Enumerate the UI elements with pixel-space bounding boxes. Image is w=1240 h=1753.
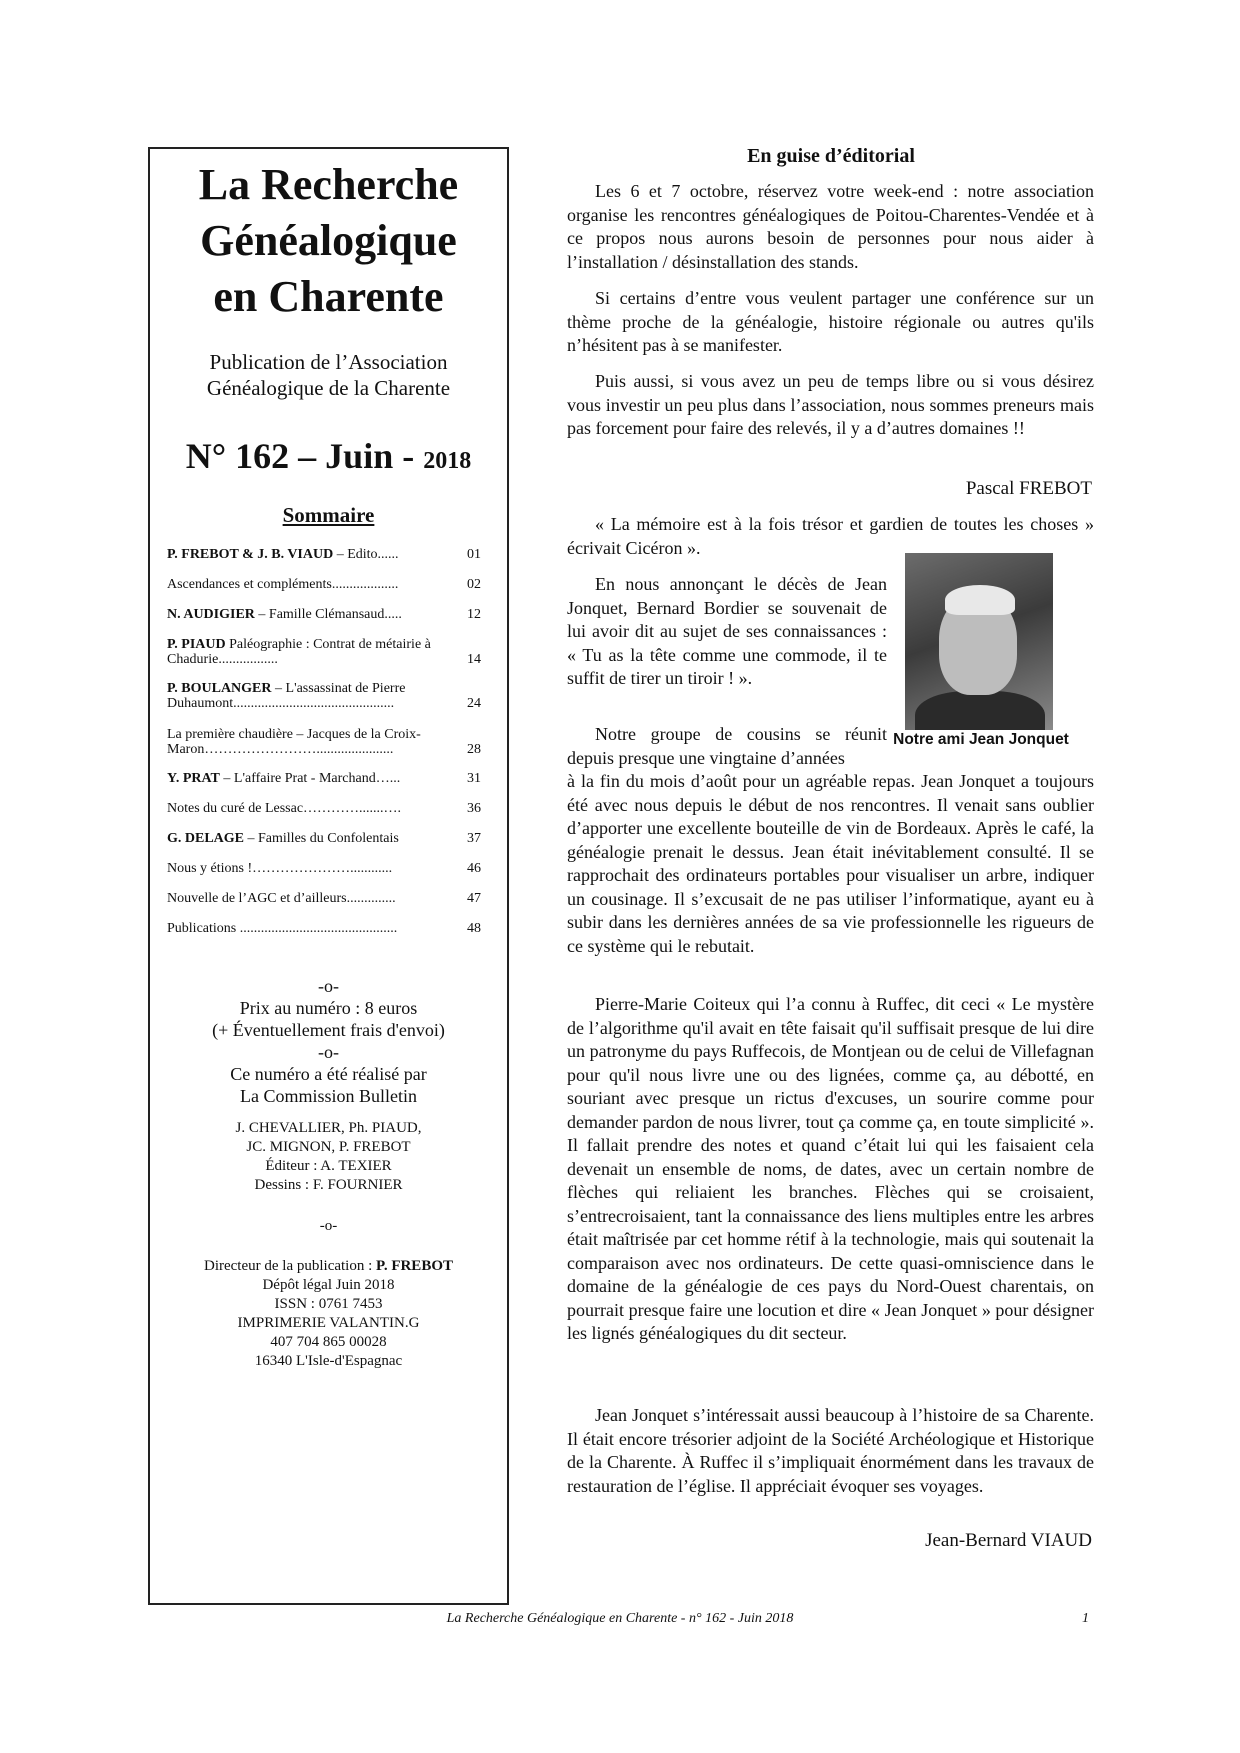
masthead-line: La Recherche bbox=[198, 160, 459, 209]
separator: -o- bbox=[318, 1042, 339, 1062]
member-line: Éditeur : A. TEXIER bbox=[265, 1158, 392, 1174]
issue-year: 2018 bbox=[423, 448, 472, 474]
toc-page: 47 bbox=[467, 891, 481, 906]
toc-entry[interactable] bbox=[167, 831, 481, 846]
article-paragraph: « La mémoire est à la fois trésor et gardien de toutes les choses » écrivait Cicéron ». bbox=[567, 514, 1094, 558]
masthead-title bbox=[150, 157, 507, 325]
toc-page: 01 bbox=[467, 547, 481, 562]
toc-page: 24 bbox=[467, 696, 481, 711]
commission-name: La Commission Bulletin bbox=[239, 1086, 417, 1106]
article-paragraph: Si certains d’entre vous veulent partager une conférence sur un thème proche de la généalogie, histoire régionale ou autres qu'ils n’hésitent pas à se manifester. bbox=[567, 288, 1094, 355]
publication-line: Généalogique de la Charente bbox=[206, 376, 451, 400]
toc-author: P. PIAUD bbox=[167, 637, 226, 652]
toc-entry[interactable] bbox=[167, 681, 481, 711]
signature: Pascal FREBOT bbox=[965, 478, 1092, 499]
toc-page: 37 bbox=[467, 831, 481, 846]
legal-line: 407 704 865 00028 bbox=[270, 1334, 387, 1350]
member-line: JC. MIGNON, P. FREBOT bbox=[246, 1139, 411, 1155]
toc-page: 02 bbox=[467, 577, 481, 592]
sidebar-box bbox=[148, 147, 509, 1605]
toc-entry[interactable] bbox=[167, 727, 481, 757]
member-line: J. CHEVALLIER, Ph. PIAUD, bbox=[235, 1120, 422, 1136]
photo-caption: Notre ami Jean Jonquet bbox=[893, 731, 1069, 748]
masthead-line: en Charente bbox=[213, 272, 444, 321]
toc-entry[interactable] bbox=[167, 547, 481, 562]
toc-entry[interactable] bbox=[167, 607, 481, 622]
toc-page: 12 bbox=[467, 607, 481, 622]
toc-page: 14 bbox=[467, 652, 481, 667]
publication-of bbox=[150, 349, 507, 401]
legal-line: IMPRIMERIE VALANTIN.G bbox=[237, 1315, 420, 1331]
toc-author: G. DELAGE bbox=[167, 831, 245, 846]
toc-entry[interactable] bbox=[167, 577, 481, 592]
article-paragraph: Jean Jonquet s’intéressait aussi beaucoup à l’histoire de sa Charente. Il était encore trésorier adjoint de la Société Archéologique et Historique de la Charente. À Ruffec il s’impliquait énormément dans les travaux de restauration de l’église. Il appréciait évoquer ses voyages. bbox=[567, 1405, 1094, 1496]
toc-entry[interactable] bbox=[167, 921, 481, 936]
shipping-note: (+ Éventuellement frais d'envoi) bbox=[212, 1020, 445, 1040]
sommaire-title: Sommaire bbox=[282, 503, 375, 527]
legal-line: 16340 L'Isle-d'Espagnac bbox=[254, 1353, 403, 1369]
toc-page: 36 bbox=[467, 801, 481, 816]
publication-line: Publication de l’Association bbox=[209, 350, 448, 374]
toc-entry[interactable] bbox=[167, 891, 481, 906]
portrait-photo bbox=[905, 553, 1053, 730]
separator: -o- bbox=[318, 976, 339, 996]
director-name: P. FREBOT bbox=[376, 1258, 453, 1274]
toc-entry[interactable] bbox=[167, 637, 481, 667]
toc-title: – Edito...... bbox=[333, 547, 399, 562]
toc-title: La première chaudière – Jacques de la Croix-Maron……………………...................... bbox=[167, 727, 421, 757]
toc-title: Notes du curé de Lessac………….......…. bbox=[167, 801, 402, 816]
legal-line: ISSN : 0761 7453 bbox=[274, 1296, 383, 1312]
article-paragraph: Puis aussi, si vous avez un peu de temps libre ou si vous désirez vous investir un peu plus dans l’association, nous sommes preneurs mais pas forcement pour faire des relevés, il y a d’autres domaines !! bbox=[567, 371, 1094, 438]
legal-line: Dépôt légal Juin 2018 bbox=[262, 1277, 395, 1293]
issue-label: N° 162 – Juin - bbox=[185, 436, 424, 476]
toc-author: N. AUDIGIER bbox=[167, 607, 255, 622]
issue-number bbox=[150, 434, 507, 483]
toc-title: – L'assassinat de Pierre Duhaumont.............................................. bbox=[167, 681, 406, 711]
member-line: Dessins : F. FOURNIER bbox=[254, 1177, 403, 1193]
toc-entry[interactable] bbox=[167, 771, 481, 786]
realised-by: Ce numéro a été réalisé par bbox=[230, 1064, 427, 1084]
masthead-line: Généalogique bbox=[200, 216, 457, 265]
toc-page: 31 bbox=[467, 771, 481, 786]
article-paragraph: En nous annonçant le décès de Jean Jonquet, Bernard Bordier se souvenait de lui avoir dit au sujet de ses connaissances : « Tu as la tête comme une commode, il te suffit de tirer un tiroir ! ». bbox=[567, 574, 887, 688]
article-paragraph: Les 6 et 7 octobre, réservez votre week-end : notre association organise les rencontres généalogiques de Poitou-Charentes-Vendée et à ce propos nous aurons besoin de personnes pour nous aider à l’installation / désinstallation des stands. bbox=[567, 181, 1094, 272]
separator: -o- bbox=[319, 1218, 338, 1234]
toc-title: – L'affaire Prat - Marchand…... bbox=[219, 771, 401, 786]
toc-title: – Famille Clémansaud..... bbox=[254, 607, 402, 622]
article-paragraph-continued: à la fin du mois d’août pour un agréable repas. Jean Jonquet a toujours été avec nous depuis le début de nos rencontres. Il venait sans oublier d’apporter une excellente bouteille de vin de Bordeaux. Après le café, la généalogie prenait le dessus. Jean était inévitablement consulté. Il se rapprochait des ordinateurs portables pour visualiser un arbre, indiquer un cousinage. Il s’excusait de ne pas utiliser l’informatique, ayant eu à subir dans les dernières années de sa vie professionnelle les rigueurs de ce système qui le rebutait. bbox=[567, 771, 1094, 956]
toc-author: P. FREBOT & J. B. VIAUD bbox=[167, 547, 334, 562]
page-footer: La Recherche Généalogique en Charente - n° 162 - Juin 2018 bbox=[446, 1611, 794, 1626]
price: Prix au numéro : 8 euros bbox=[239, 998, 418, 1018]
article-paragraph: Notre groupe de cousins se réunit depuis presque une vingtaine d’années bbox=[567, 724, 887, 768]
toc-title: Paléographie : Contrat de métairie à Chadurie................. bbox=[167, 637, 431, 667]
toc-page: 28 bbox=[467, 742, 481, 757]
toc-title: – Familles du Confolentais bbox=[244, 831, 399, 846]
toc-page: 48 bbox=[467, 921, 481, 936]
toc-author: P. BOULANGER bbox=[167, 681, 272, 696]
director-label: Directeur de la publication : bbox=[204, 1258, 377, 1274]
toc-page: 46 bbox=[467, 861, 481, 876]
toc-title: Ascendances et compléments................... bbox=[167, 577, 399, 592]
signature: Jean-Bernard VIAUD bbox=[925, 1530, 1092, 1551]
toc-title: Nous y étions !…………………............ bbox=[167, 861, 393, 876]
photo-hair bbox=[945, 585, 1015, 615]
page-number: 1 bbox=[1082, 1611, 1089, 1626]
toc-author: Y. PRAT bbox=[167, 771, 220, 786]
editorial-title: En guise d’éditorial bbox=[747, 145, 915, 167]
toc-title: Publications ............................................. bbox=[167, 921, 398, 936]
photo-shoulders bbox=[915, 691, 1045, 730]
director-line bbox=[150, 1257, 507, 1276]
toc-entry[interactable] bbox=[167, 801, 481, 816]
article-paragraph: Pierre-Marie Coiteux qui l’a connu à Ruffec, dit ceci « Le mystère de l’algorithme qu'il avait en tête faisait qu'il suffisait presque de lui dire un patronyme du pays Ruffecois, de Montjean ou de celui de Villefagnan pour qu'il nous livre une ou des lignées, comme ça, au débotté, en souriant avec presque un rictus d'excuses, un sourire comme pour demander pardon de nous livrer, tout ça comme ça, en toute simplicité ». Il fallait prendre des notes et quand c’était lui qui les faisaient cela devenait un ensemble de noms, de dates, avec un certain nombre de flèches qui reliaient les branches. Flèches qui se croisaient, s’entrecroisaient, tant la connaissance des liens multiples entre les arbres était maîtrisée par cet homme rétif à la technologie, mais qui soutenait la comparaison avec nos ordinateurs. De cette quasi-omniscience dans le domaine de la généalogie de ces pays du Nord-Ouest charentais, on pourrait presque faire une locution et dire « Jean Jonquet » pour désigner les lignés généalogiques du dit secteur. bbox=[567, 994, 1094, 1343]
toc-entry[interactable] bbox=[167, 861, 481, 876]
toc-title: Nouvelle de l’AGC et d’ailleurs.............. bbox=[167, 891, 396, 906]
